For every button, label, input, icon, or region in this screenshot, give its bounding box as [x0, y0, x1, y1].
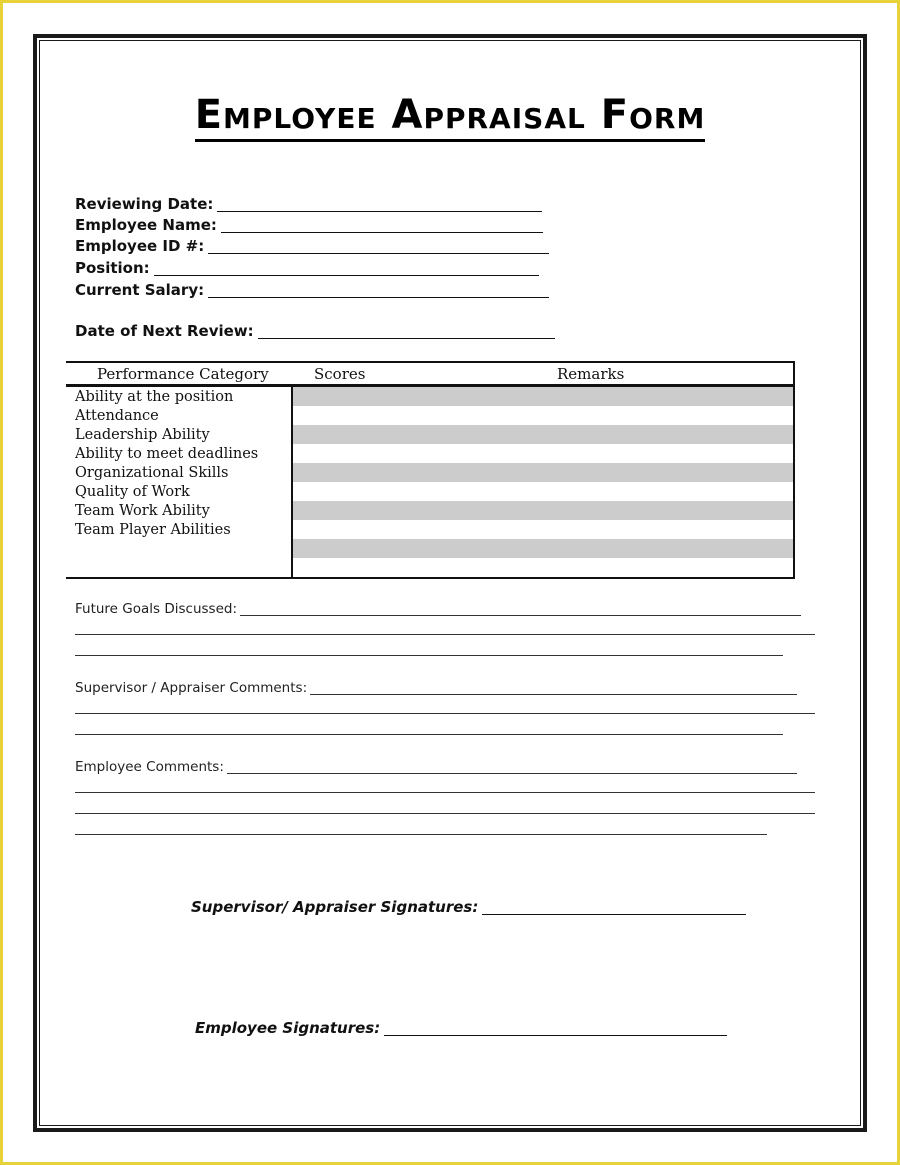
employee-id-label: Employee ID #:: [75, 237, 205, 255]
employee-comments-line-3[interactable]: [75, 813, 815, 814]
employee-signature-line[interactable]: [384, 1021, 727, 1036]
score-row-5[interactable]: [293, 463, 793, 482]
employee-name-line[interactable]: [221, 218, 543, 233]
score-row-1[interactable]: [293, 387, 793, 406]
employee-comments-line-4[interactable]: [75, 834, 767, 835]
position-field[interactable]: [75, 259, 539, 277]
current-salary-line[interactable]: [208, 283, 549, 298]
future-goals-line-3[interactable]: [75, 655, 783, 656]
category-item: Leadership Ability: [75, 427, 210, 443]
score-row-3[interactable]: [293, 425, 793, 444]
current-salary-label: Current Salary:: [75, 281, 205, 299]
supervisor-signature-label: Supervisor/ Appraiser Signatures:: [191, 898, 479, 916]
header-scores: Scores: [314, 365, 366, 383]
table-right-rule: [793, 387, 795, 579]
employee-signature-field[interactable]: [195, 1019, 727, 1037]
form-title: Employee Appraisal Form: [195, 92, 706, 142]
performance-table: [66, 361, 795, 579]
future-goals-line-2[interactable]: [75, 634, 815, 635]
employee-name-label: Employee Name:: [75, 216, 217, 234]
current-salary-field[interactable]: [75, 281, 549, 299]
reviewing-date-line[interactable]: [217, 197, 542, 212]
table-bottom-rule: [66, 577, 795, 579]
header-remarks: Remarks: [557, 365, 625, 383]
future-goals-label: Future Goals Discussed:: [75, 601, 237, 617]
supervisor-comments-line-2[interactable]: [75, 713, 815, 714]
employee-comments-line-2[interactable]: [75, 792, 815, 793]
form-title-wrapper: [0, 92, 900, 138]
header-performance-category: Performance Category: [97, 365, 269, 383]
supervisor-signature-line[interactable]: [482, 900, 746, 915]
future-goals-line[interactable]: [240, 602, 801, 616]
supervisor-comments-label: Supervisor / Appraiser Comments:: [75, 680, 308, 696]
category-item: Quality of Work: [75, 484, 190, 500]
position-label: Position:: [75, 259, 150, 277]
employee-comments-label: Employee Comments:: [75, 759, 224, 775]
employee-id-field[interactable]: [75, 237, 549, 255]
score-row-9[interactable]: [293, 539, 793, 558]
supervisor-signature-field[interactable]: [191, 898, 746, 916]
employee-comments-field[interactable]: [75, 759, 797, 775]
next-review-label: Date of Next Review:: [75, 322, 254, 340]
supervisor-comments-line-3[interactable]: [75, 734, 783, 735]
employee-name-field[interactable]: [75, 216, 543, 234]
employee-signature-label: Employee Signatures:: [195, 1019, 381, 1037]
next-review-line[interactable]: [258, 324, 555, 339]
category-item: Ability to meet deadlines: [75, 446, 259, 462]
category-item: Organizational Skills: [75, 465, 229, 481]
position-line[interactable]: [154, 261, 539, 276]
reviewing-date-label: Reviewing Date:: [75, 195, 214, 213]
category-item: Team Player Abilities: [75, 522, 231, 538]
category-item: Team Work Ability: [75, 503, 210, 519]
table-top-rule: [66, 361, 795, 363]
table-column-divider: [291, 387, 293, 579]
category-item: Ability at the position: [75, 389, 234, 405]
score-row-7[interactable]: [293, 501, 793, 520]
supervisor-comments-field[interactable]: [75, 680, 797, 696]
employee-comments-line[interactable]: [227, 760, 797, 774]
category-item: Attendance: [75, 408, 159, 424]
employee-id-line[interactable]: [208, 239, 549, 254]
reviewing-date-field[interactable]: [75, 195, 542, 213]
next-review-field[interactable]: [75, 322, 555, 340]
supervisor-comments-line[interactable]: [310, 681, 797, 695]
future-goals-field[interactable]: [75, 601, 801, 617]
